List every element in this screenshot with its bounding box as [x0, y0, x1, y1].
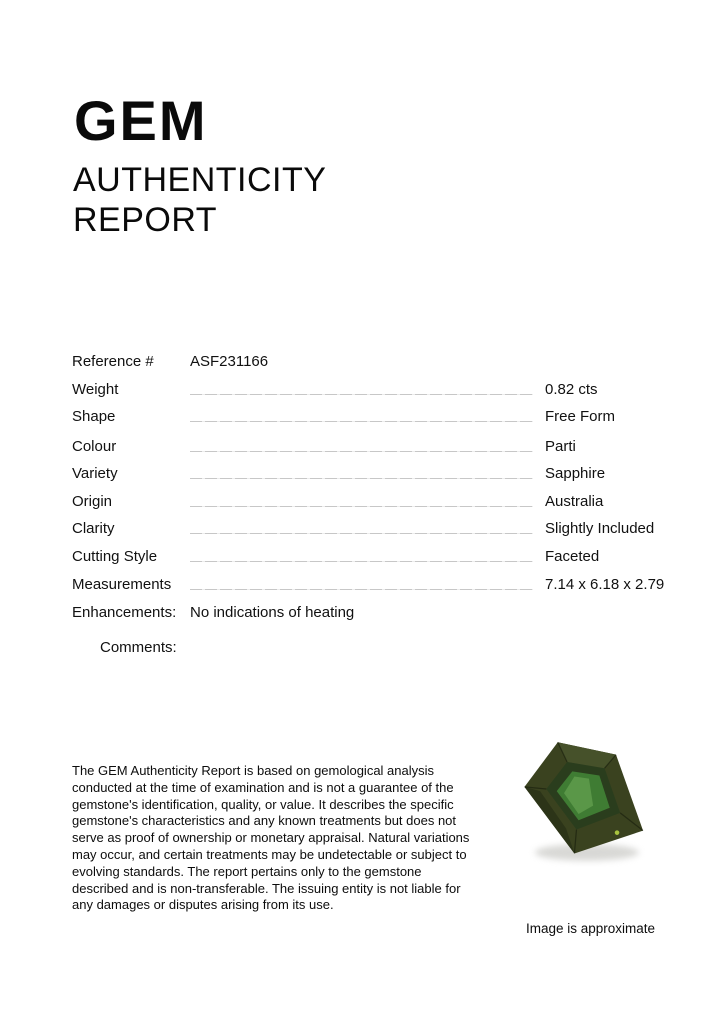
field-value: Free Form	[545, 408, 616, 425]
report-title	[73, 160, 326, 240]
leader-line	[190, 394, 533, 395]
gem-sparkle	[615, 830, 620, 835]
field-row-origin	[0, 493, 724, 513]
field-label: Shape	[72, 408, 116, 425]
disclaimer-text: The GEM Authenticity Report is based on gemological analysis conducted at the time of examination and is not a guarantee of the gemstone's identification, quality, or value. It describes the specific gemstone's characteristics and any known treatments but does not serve as proof of ownership or monetary appraisal. Natural variations may occur, and certain treatments may be undetectable or subject to evolving standards. The report pertains only to the gemstone described and is non-transferable. The issuing entity is not liable for any damages or disputes arising from its use.	[72, 763, 470, 913]
brand-logo: GEM	[74, 89, 208, 152]
field-value: 0.82 cts	[545, 381, 598, 398]
field-row-clarity	[0, 520, 724, 540]
field-row-shape	[0, 408, 724, 428]
field-label: Reference #	[72, 353, 154, 370]
field-row-colour	[0, 438, 724, 458]
field-value: Parti	[545, 438, 576, 455]
field-row-enhancements	[0, 604, 724, 624]
field-value: Slightly Included	[545, 520, 655, 537]
field-row-comments	[0, 639, 724, 659]
field-label: Colour	[72, 438, 117, 455]
field-row-variety	[0, 465, 724, 485]
gem-caption: Image is approximate	[526, 921, 656, 936]
field-label: Enhancements:	[72, 604, 177, 621]
field-label: Origin	[72, 493, 113, 510]
field-value: Australia	[545, 493, 604, 510]
gem-image	[512, 737, 668, 867]
leader-line	[190, 533, 533, 534]
field-label: Clarity	[72, 520, 115, 537]
field-value: Faceted	[545, 548, 600, 565]
leader-line	[190, 506, 533, 507]
field-label: Comments:	[100, 639, 177, 656]
gem-photo	[512, 737, 668, 867]
field-row-measurements	[0, 576, 724, 596]
leader-line	[190, 589, 533, 590]
leader-line	[190, 561, 533, 562]
field-row-reference	[0, 353, 724, 373]
field-label: Variety	[72, 465, 118, 482]
field-label: Weight	[72, 381, 119, 398]
field-value: 7.14 x 6.18 x 2.79	[545, 576, 665, 593]
field-row-cutting-style	[0, 548, 724, 568]
field-value: Sapphire	[545, 465, 606, 482]
leader-line	[190, 451, 533, 452]
field-value: ASF231166	[190, 353, 269, 370]
report-title-line2: REPORT	[73, 201, 218, 239]
report-title-line1: AUTHENTICITY	[73, 161, 327, 199]
leader-line	[190, 421, 533, 422]
field-label: Cutting Style	[72, 548, 158, 565]
field-row-weight	[0, 381, 724, 401]
leader-line	[190, 478, 533, 479]
field-value: No indications of heating	[190, 604, 355, 621]
field-label: Measurements	[72, 576, 172, 593]
